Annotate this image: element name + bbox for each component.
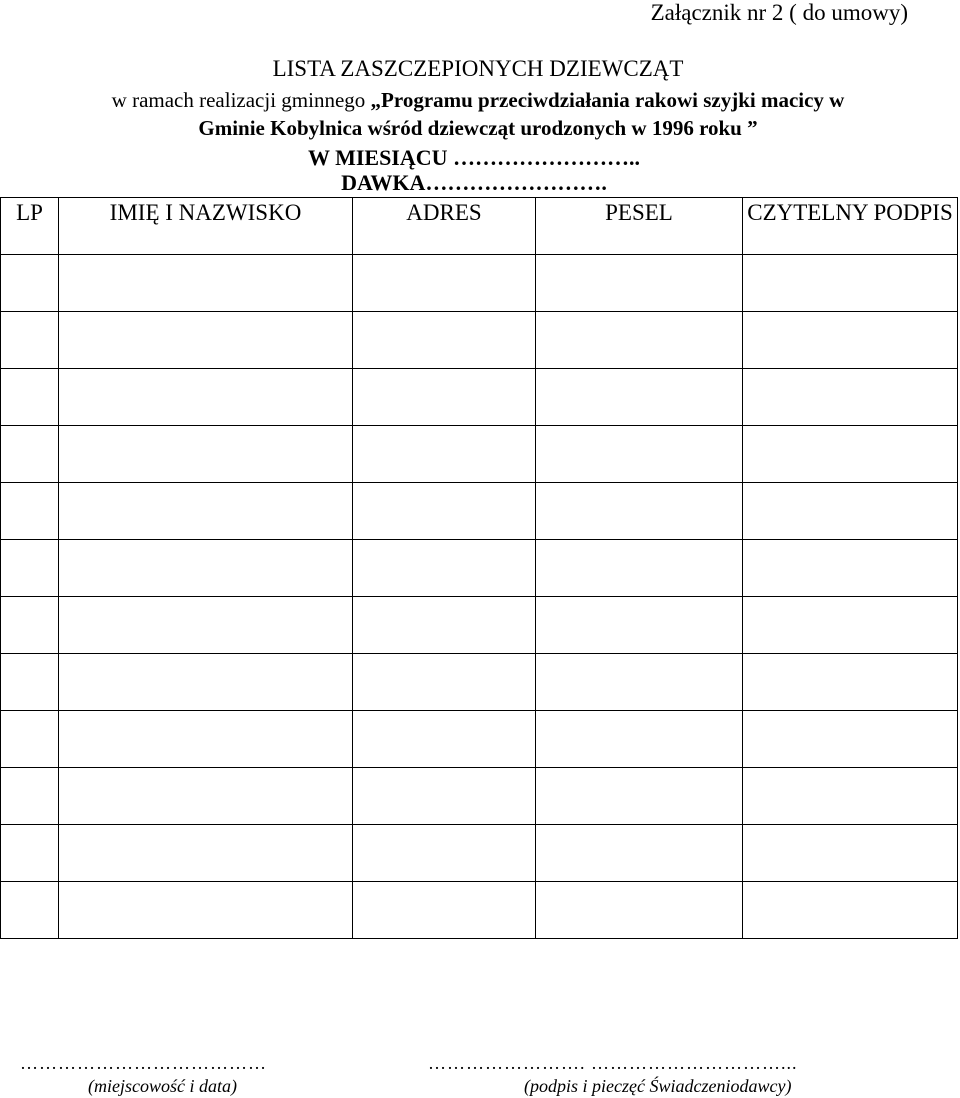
table-cell[interactable] [1,768,59,825]
table-cell[interactable] [743,312,958,369]
signature-dots[interactable]: ……………………. …………………………... [428,1053,798,1073]
program-line-1 [0,88,958,112]
table-cell[interactable] [743,768,958,825]
table-row [1,882,958,939]
month-field[interactable]: W MIESIĄCU …………………….. [307,145,641,170]
table-cell[interactable] [59,255,353,312]
table-cell[interactable] [353,882,536,939]
table-row [1,312,958,369]
table-cell[interactable] [59,597,353,654]
table-cell[interactable] [353,483,536,540]
table-cell[interactable] [1,825,59,882]
table-cell[interactable] [743,882,958,939]
table-row [1,483,958,540]
table-row [1,540,958,597]
program-prefix: w ramach realizacji gminnego [111,88,371,112]
table-cell[interactable] [1,255,59,312]
table-cell[interactable] [353,768,536,825]
dose-field[interactable]: DAWKA……………………. [341,170,607,195]
table-row [1,825,958,882]
table-row [1,426,958,483]
table-cell[interactable] [1,426,59,483]
table-cell[interactable] [1,711,59,768]
table-cell[interactable] [743,369,958,426]
table-cell[interactable] [536,255,743,312]
table-cell[interactable] [743,483,958,540]
table-cell[interactable] [743,426,958,483]
table-row [1,768,958,825]
column-header-lp: LP [1,198,59,255]
table-header-row [1,198,958,255]
table-cell[interactable] [536,426,743,483]
signature-caption: (podpis i pieczęć Świadczeniodawcy) [524,1076,792,1096]
table-cell[interactable] [743,711,958,768]
table-cell[interactable] [743,597,958,654]
table-cell[interactable] [536,597,743,654]
table-cell[interactable] [536,711,743,768]
table-cell[interactable] [353,825,536,882]
program-name: „Programu przeciwdziałania rakowi szyjki macicy w [370,88,845,112]
column-header-signature: CZYTELNY PODPIS [743,198,958,255]
table-cell[interactable] [536,483,743,540]
table-cell[interactable] [59,426,353,483]
table-cell[interactable] [353,369,536,426]
table-cell[interactable] [1,312,59,369]
column-header-address: ADRES [353,198,536,255]
table-cell[interactable] [59,312,353,369]
program-line-2: Gminie Kobylnica wśród dziewcząt urodzonych w 1996 roku ” [198,116,758,140]
vaccination-list-table [0,197,958,939]
table-cell[interactable] [536,540,743,597]
column-header-name: IMIĘ I NAZWISKO [59,198,353,255]
table-cell[interactable] [1,483,59,540]
table-cell[interactable] [59,882,353,939]
table-cell[interactable] [59,825,353,882]
table-cell[interactable] [536,369,743,426]
table-cell[interactable] [59,483,353,540]
table-cell[interactable] [59,768,353,825]
table-cell[interactable] [353,255,536,312]
table-row [1,654,958,711]
table-body [1,255,958,939]
table-cell[interactable] [353,540,536,597]
table-cell[interactable] [353,711,536,768]
table-row [1,369,958,426]
table-cell[interactable] [1,540,59,597]
table-cell[interactable] [536,825,743,882]
table-cell[interactable] [353,654,536,711]
table-cell[interactable] [353,597,536,654]
place-date-dots[interactable]: ………………………………… [20,1053,267,1073]
table-cell[interactable] [743,255,958,312]
table-cell[interactable] [743,654,958,711]
table-cell[interactable] [1,882,59,939]
table-cell[interactable] [536,654,743,711]
table-cell[interactable] [59,369,353,426]
table-row [1,255,958,312]
table-cell[interactable] [536,882,743,939]
table-row [1,597,958,654]
table-cell[interactable] [1,369,59,426]
table-cell[interactable] [743,825,958,882]
document-title: LISTA ZASZCZEPIONYCH DZIEWCZĄT [272,56,684,81]
table-cell[interactable] [1,654,59,711]
table-cell[interactable] [536,312,743,369]
table-cell[interactable] [59,711,353,768]
table-cell[interactable] [536,768,743,825]
table-row [1,711,958,768]
place-date-caption: (miejscowość i data) [88,1076,237,1096]
annex-label: Załącznik nr 2 ( do umowy) [650,0,908,25]
column-header-pesel: PESEL [536,198,743,255]
table-cell[interactable] [59,540,353,597]
table-cell[interactable] [743,540,958,597]
table-cell[interactable] [353,312,536,369]
table-cell[interactable] [59,654,353,711]
table-cell[interactable] [353,426,536,483]
table-cell[interactable] [1,597,59,654]
